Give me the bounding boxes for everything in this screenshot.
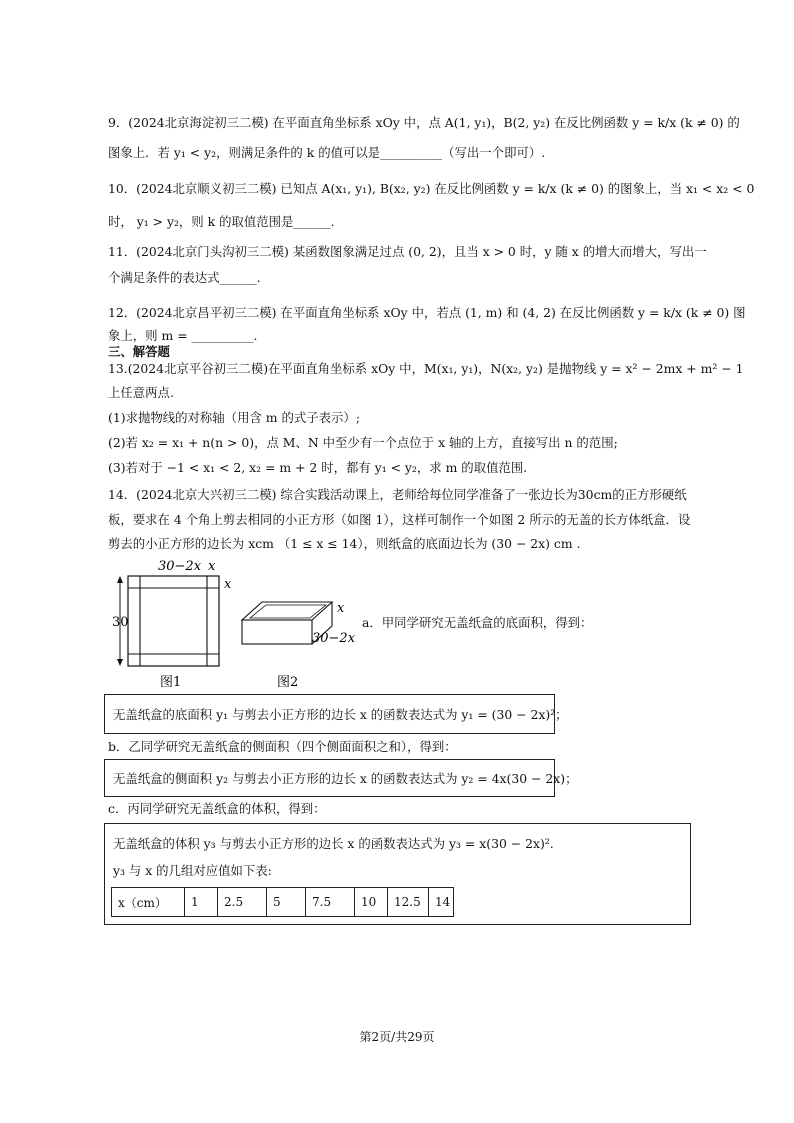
problem-10-line-2: 时， y₁ > y₂，则 k 的取值范围是______.	[108, 214, 335, 229]
result-box-b-text: 无盖纸盒的侧面积 y₂ 与剪去小正方形的边长 x 的函数表达式为 y₂ = 4x(30 − 2x)；	[113, 771, 578, 786]
problem-10-line-1: 10．(2024北京顺义初三二模) 已知点 A(x₁, y₁), B(x₂, y₂) 在反比例函数 y = k/x (k ≠ 0) 的图象上，当 x₁ < x₂ < 0	[108, 181, 755, 196]
values-table	[111, 887, 454, 917]
problem-14-line-3: 剪去的小正方形的边长为 xcm （1 ≤ x ≤ 14），则纸盒的底面边长为 (30 − 2x) cm .	[108, 536, 581, 551]
table-cell: 7.5	[306, 888, 355, 917]
problem-13-question-1: (1)求抛物线的对称轴（用含 m 的式子表示）;	[108, 410, 360, 425]
result-box-c	[104, 823, 691, 925]
problem-13-question-3: (3)若对于 −1 < x₁ < 2, x₂ = m + 2 时，都有 y₁ < y₂，求 m 的取值范围.	[108, 460, 528, 475]
problem-13-question-2: (2)若 x₂ = x₁ + n(n > 0)，点 M、N 中至少有一个点位于 x 轴的上方，直接写出 n 的范围;	[108, 435, 618, 450]
section-heading: 三、解答题	[108, 344, 170, 359]
result-box-c-line-2: y₃ 与 x 的几组对应值如下表:	[113, 863, 272, 878]
page-footer: 第2页/共29页	[359, 1030, 435, 1044]
figure-2-base-label: 30−2x	[312, 631, 356, 646]
figure-1-diagram	[108, 556, 238, 690]
problem-14-part-a: a．甲同学研究无盖纸盒的底面积，得到：	[362, 615, 593, 630]
problem-11-line-1: 11．(2024北京门头沟初三二模) 某函数图象满足过点 (0, 2)，且当 x > 0 时，y 随 x 的增大而增大，写出一	[108, 244, 707, 259]
figure-2-height-label: x	[337, 601, 345, 616]
table-row	[112, 888, 454, 917]
problem-9-line-2: 图象上．若 y₁ < y₂，则满足条件的 k 的值可以是__________（写出一个即可）.	[108, 145, 546, 160]
table-header-cell: x（cm）	[112, 888, 185, 917]
result-box-a	[104, 694, 568, 734]
result-box-c-line-1: 无盖纸盒的体积 y₃ 与剪去小正方形的边长 x 的函数表达式为 y₃ = x(30 − 2x)².	[113, 836, 554, 851]
problem-11-line-2: 个满足条件的表达式______.	[108, 270, 261, 285]
figure-1-corner-label-side: x	[224, 577, 232, 592]
problem-14-part-b: b．乙同学研究无盖纸盒的侧面积（四个侧面面积之和），得到：	[108, 739, 457, 754]
problem-13-line-2: 上任意两点.	[108, 385, 174, 400]
figure-2-caption: 图2	[277, 675, 299, 690]
table-cell: 5	[267, 888, 306, 917]
table-cell: 14	[429, 888, 454, 917]
table-cell: 12.5	[388, 888, 429, 917]
problem-14-line-2: 板，要求在 4 个角上剪去相同的小正方形（如图 1），这样可制作一个如图 2 所示的无盖的长方体纸盒．设	[108, 512, 691, 527]
figure-1-side-label: 30	[112, 615, 129, 630]
problem-14-line-1: 14．(2024北京大兴初三二模) 综合实践活动课上，老师给每位同学准备了一张边长为30cm的正方形硬纸	[108, 487, 687, 502]
result-box-b	[104, 759, 578, 797]
table-cell: 2.5	[218, 888, 267, 917]
figure-1-top-label: 30−2x	[158, 559, 202, 574]
problem-9-line-1: 9．(2024北京海淀初三二模) 在平面直角坐标系 xOy 中，点 A(1, y₁)，B(2, y₂) 在反比例函数 y = k/x (k ≠ 0) 的	[108, 115, 740, 130]
problem-13-line-1: 13.(2024北京平谷初三二模)在平面直角坐标系 xOy 中，M(x₁, y₁)，N(x₂, y₂) 是抛物线 y = x² − 2mx + m² − 1	[108, 361, 744, 376]
table-cell: 10	[355, 888, 388, 917]
figure-1-caption: 图1	[160, 675, 182, 690]
table-cell: 1	[185, 888, 218, 917]
result-box-a-text: 无盖纸盒的底面积 y₁ 与剪去小正方形的边长 x 的函数表达式为 y₁ = (30 − 2x)²；	[113, 707, 568, 722]
problem-12-line-1: 12．(2024北京昌平初三二模) 在平面直角坐标系 xOy 中，若点 (1, m) 和 (4, 2) 在反比例函数 y = k/x (k ≠ 0) 图	[108, 305, 746, 320]
problem-12-line-2: 象上，则 m = __________.	[108, 328, 258, 343]
figure-1-corner-label-top: x	[208, 559, 216, 574]
figure-2-diagram	[236, 590, 366, 690]
problem-14-part-c: c．丙同学研究无盖纸盒的体积，得到：	[108, 801, 326, 816]
